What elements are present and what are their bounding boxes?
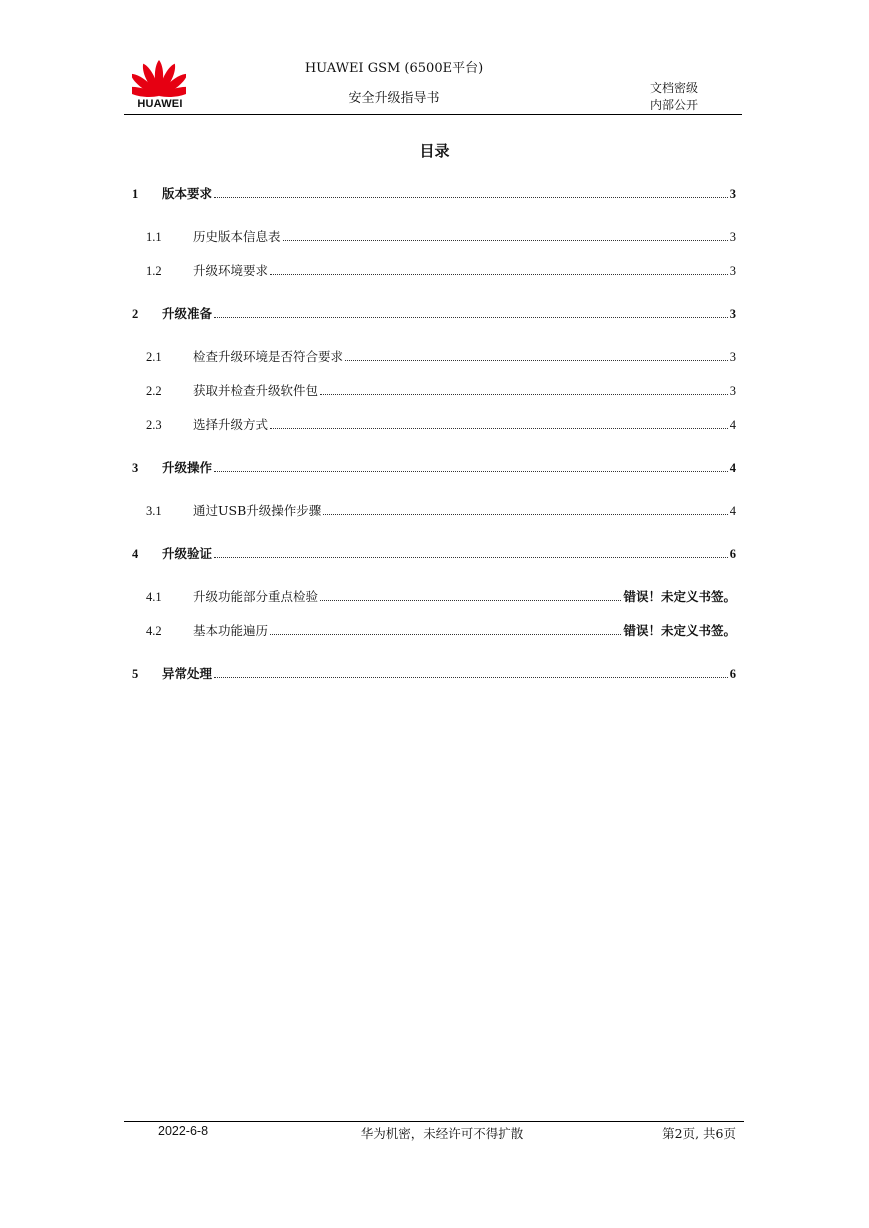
toc-entry[interactable]	[146, 415, 736, 433]
toc-entry-number: 5	[132, 667, 139, 681]
toc-entry-page: 3	[729, 187, 736, 201]
toc-title: 目录	[419, 142, 450, 160]
toc-dot-leader	[323, 513, 727, 515]
toc-entry-number: 4.2	[146, 624, 162, 638]
toc-entry-number: 2	[132, 307, 139, 321]
toc-entry-page: 4	[729, 461, 736, 475]
toc-entry-title: 获取并检查升级软件包	[193, 383, 319, 398]
toc-entry-number: 4	[132, 547, 139, 561]
toc-entry-title: 历史版本信息表	[193, 229, 281, 244]
toc-entry-number: 3.1	[146, 504, 162, 518]
toc-entry-title: 通过USB升级操作步骤	[193, 503, 322, 518]
toc-entry[interactable]	[146, 381, 736, 399]
toc-entry[interactable]	[146, 227, 736, 245]
toc-dot-leader	[214, 556, 728, 558]
toc-dot-leader	[320, 393, 728, 395]
toc-entry-title: 升级环境要求	[193, 263, 269, 278]
toc-entry[interactable]	[132, 544, 736, 562]
toc-entry[interactable]	[146, 347, 736, 365]
toc-entry-title: 基本功能遍历	[193, 623, 269, 638]
toc-entry-page: 3	[729, 350, 736, 364]
toc-entry[interactable]	[132, 184, 736, 202]
toc-entry-page: 3	[729, 264, 736, 278]
toc-dot-leader	[345, 359, 728, 361]
toc-dot-leader	[270, 427, 728, 429]
footer-confidentiality: 华为机密，未经许可不得扩散	[360, 1126, 524, 1141]
toc-entry-number: 1.2	[146, 264, 162, 278]
toc-entry-number: 4.1	[146, 590, 162, 604]
toc-entry-number: 3	[132, 461, 139, 475]
toc-entry-title: 升级功能部分重点检验	[193, 589, 319, 604]
toc-dot-leader	[320, 599, 621, 601]
toc-entry-number: 1	[132, 187, 139, 201]
toc-entry-page: 6	[729, 547, 736, 561]
toc-entry-number: 2.1	[146, 350, 162, 364]
toc-entry-page: 错误！未定义书签。	[623, 589, 736, 604]
footer-date: 2022-6-8	[158, 1124, 209, 1138]
toc-entry-title: 检查升级环境是否符合要求	[193, 349, 344, 364]
toc-dot-leader	[214, 676, 728, 678]
toc-dot-leader	[283, 239, 728, 241]
toc-entry[interactable]	[146, 587, 736, 605]
toc-entry-page: 错误！未定义书签。	[623, 623, 736, 638]
toc-entry[interactable]	[146, 621, 736, 639]
toc-entry-number: 2.2	[146, 384, 162, 398]
toc-entry-page: 6	[729, 667, 736, 681]
toc-entry-number: 2.3	[146, 418, 162, 432]
toc-entry-title: 异常处理	[162, 666, 213, 681]
logo-text: HUAWEI	[137, 98, 183, 110]
toc-entry-title: 升级准备	[162, 306, 213, 321]
footer-divider	[124, 1121, 744, 1122]
toc-entry-page: 3	[729, 230, 736, 244]
toc-entry-page: 3	[729, 384, 736, 398]
toc-entry[interactable]	[146, 501, 736, 519]
toc-entry[interactable]	[132, 664, 736, 682]
document-title-line1: HUAWEI GSM (6500E平台)	[304, 61, 484, 76]
toc-dot-leader	[214, 316, 728, 318]
toc-dot-leader	[214, 470, 728, 472]
security-level-label: 文档密级	[650, 81, 699, 95]
toc-entry-number: 1.1	[146, 230, 162, 244]
toc-dot-leader	[214, 196, 728, 198]
toc-entry[interactable]	[146, 261, 736, 279]
toc-entry-title: 版本要求	[162, 186, 213, 201]
toc-entry-page: 4	[729, 418, 736, 432]
footer-page-number: 第2页, 共6页	[662, 1126, 736, 1141]
document-title-line2: 安全升级指导书	[348, 91, 440, 106]
toc-dot-leader	[270, 633, 621, 635]
toc-entry-title: 升级验证	[162, 546, 213, 561]
security-level-value: 内部公开	[650, 98, 699, 112]
toc-entry-page: 3	[729, 307, 736, 321]
toc-dot-leader	[270, 273, 728, 275]
toc-entry-page: 4	[729, 504, 736, 518]
toc-entry[interactable]	[132, 458, 736, 476]
toc-entry-title: 升级操作	[162, 460, 213, 475]
toc-entry-title: 选择升级方式	[193, 417, 269, 432]
toc-entry[interactable]	[132, 304, 736, 322]
